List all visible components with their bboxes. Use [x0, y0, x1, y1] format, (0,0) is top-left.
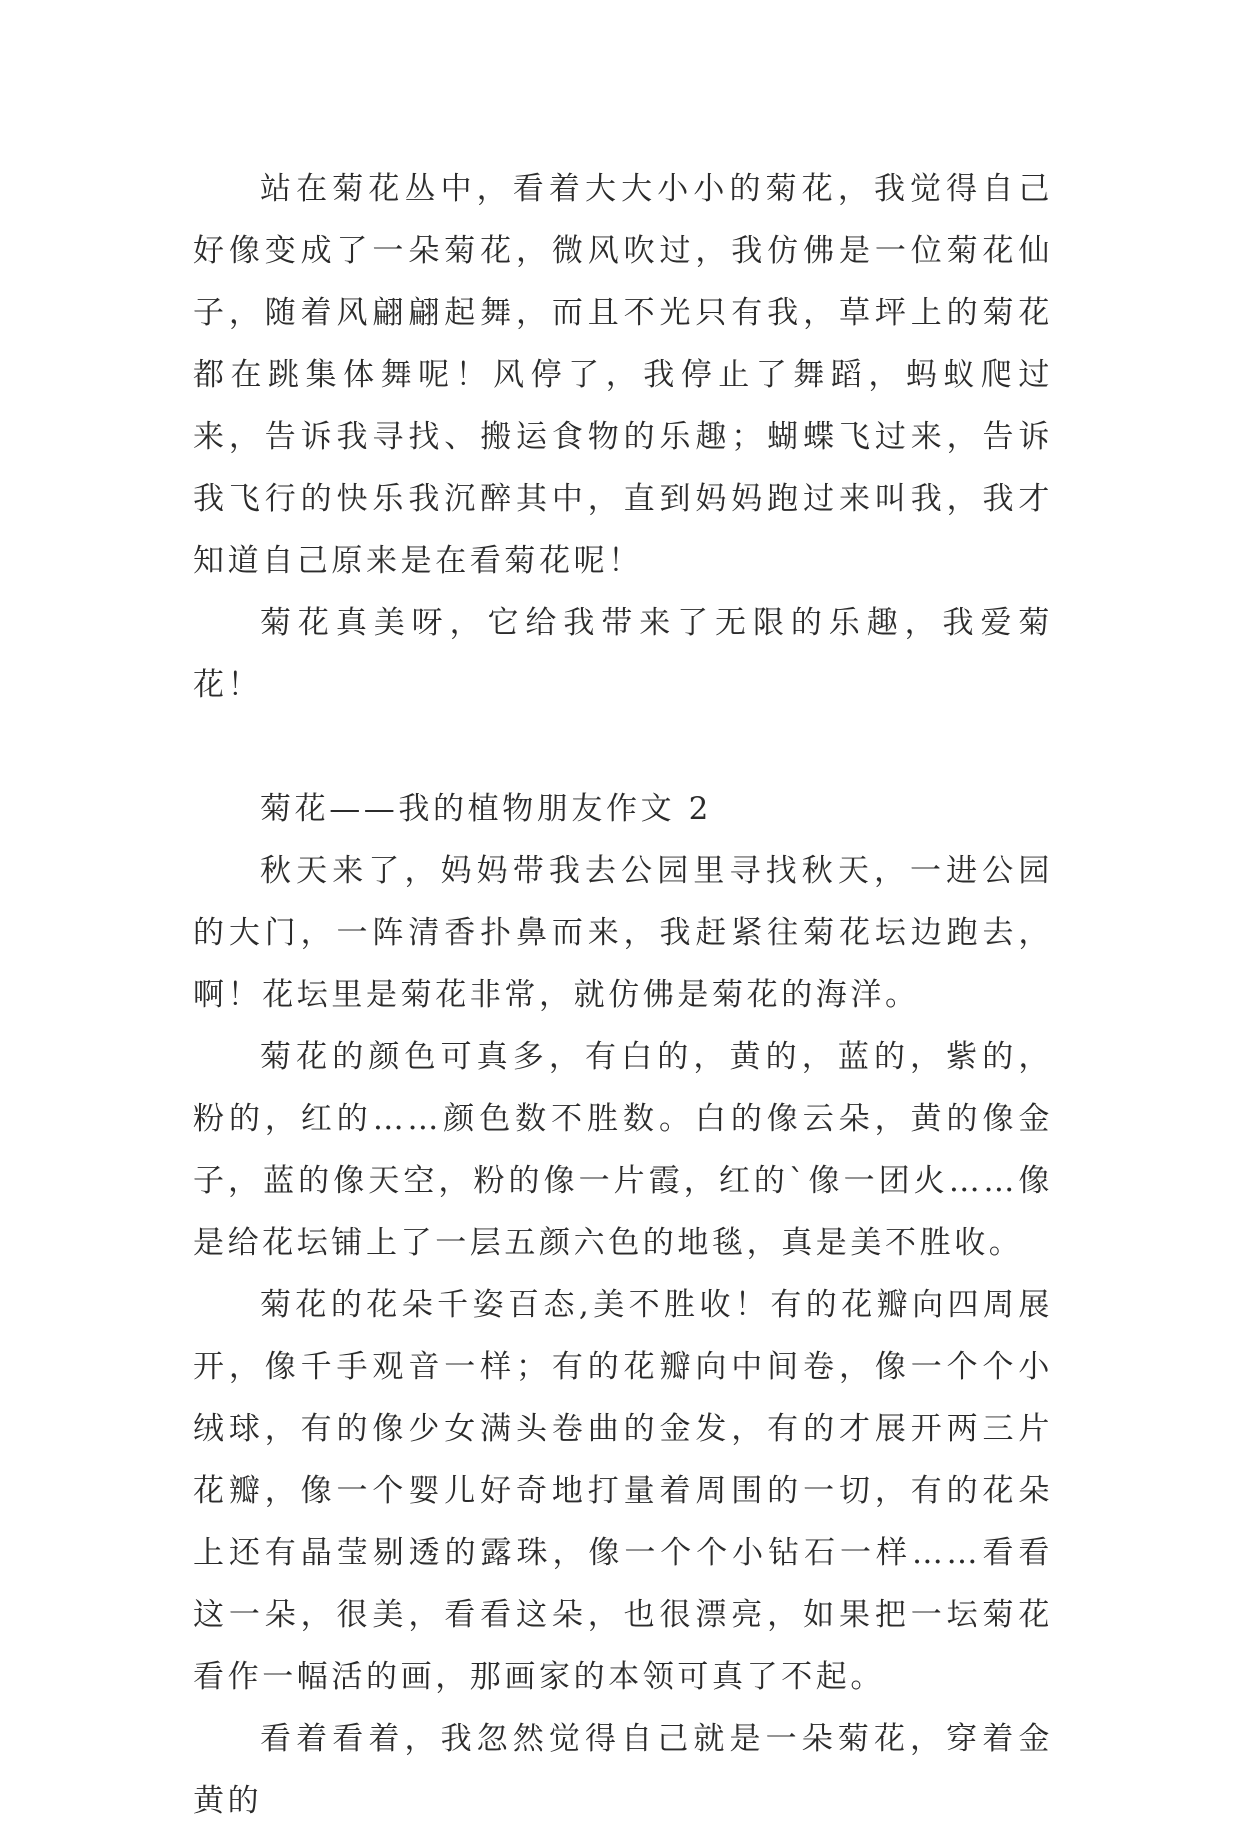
paragraph: 秋天来了，妈妈带我去公园里寻找秋天，一进公园的大门，一阵清香扑鼻而来，我赶紧往菊花坛边跑去，啊！花坛里是菊花非常，就仿佛是菊花的海洋。 — [193, 853, 1053, 1013]
paragraph: 菊花的颜色可真多，有白的，黄的，蓝的，紫的，粉的，红的……颜色数不胜数。白的像云朵，黄的像金子，蓝的像天空，粉的像一片霞，红的`像一团火……像是给花坛铺上了一层五颜六色的地毯，真是美不胜收。 — [193, 1039, 1053, 1261]
document-body — [193, 158, 1053, 1832]
paragraph: 看着看着，我忽然觉得自己就是一朵菊花，穿着金黄的 — [193, 1721, 1053, 1819]
paragraph: 菊花真美呀，它给我带来了无限的乐趣，我爱菊花！ — [193, 605, 1053, 703]
paragraph: 菊花的花朵千姿百态,美不胜收！有的花瓣向四周展开，像千手观音一样；有的花瓣向中间卷，像一个个小绒球，有的像少女满头卷曲的金发，有的才展开两三片花瓣，像一个婴儿好奇地打量着周围的一切，有的花朵上还有晶莹剔透的露珠，像一个个小钻石一样……看看这一朵，很美，看看这朵，也很漂亮，如果把一坛菊花看作一幅活的画，那画家的本领可真了不起。 — [193, 1287, 1053, 1695]
section-spacer — [193, 716, 1053, 778]
section-title: 菊花——我的植物朋友作文 2 — [260, 791, 712, 827]
paragraph: 站在菊花丛中，看着大大小小的菊花，我觉得自己好像变成了一朵菊花，微风吹过，我仿佛是一位菊花仙子，随着风翩翩起舞，而且不光只有我，草坪上的菊花都在跳集体舞呢！风停了，我停止了舞蹈，蚂蚁爬过来，告诉我寻找、搬运食物的乐趣；蝴蝶飞过来，告诉我飞行的快乐我沉醉其中，直到妈妈跑过来叫我，我才知道自己原来是在看菊花呢！ — [193, 171, 1053, 579]
